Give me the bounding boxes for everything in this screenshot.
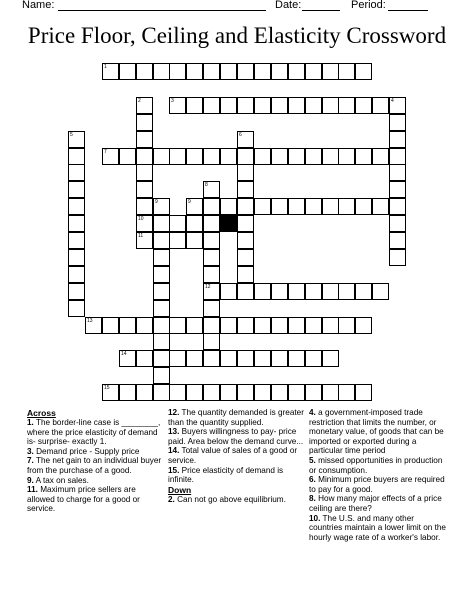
- clue-number: 7: [104, 149, 107, 155]
- grid-cell[interactable]: [102, 384, 119, 401]
- grid-cell[interactable]: [136, 232, 153, 249]
- grid-cell[interactable]: [254, 317, 271, 334]
- grid-cell[interactable]: [355, 148, 372, 165]
- grid-cell[interactable]: [153, 283, 170, 300]
- grid-cell[interactable]: [153, 367, 170, 384]
- grid-cell[interactable]: [203, 232, 220, 249]
- grid-cell[interactable]: [186, 63, 203, 80]
- clue-across-12: 12. The quantity demanded is greater than the quantity supplied.: [168, 408, 304, 427]
- grid-cell[interactable]: [220, 317, 237, 334]
- grid-cell[interactable]: [389, 181, 406, 198]
- grid-cell[interactable]: [186, 198, 203, 215]
- clue-number: 12: [205, 284, 211, 290]
- grid-cell[interactable]: [237, 148, 254, 165]
- grid-cell[interactable]: [372, 97, 389, 114]
- grid-cell[interactable]: [271, 63, 288, 80]
- clue-down-5: 5. missed opportunities in production or consumption.: [309, 455, 443, 475]
- grid-cell[interactable]: [186, 384, 203, 401]
- name-label: Name:: [22, 0, 55, 11]
- grid-cell[interactable]: [136, 384, 153, 401]
- grid-cell[interactable]: [237, 63, 254, 80]
- grid-cell[interactable]: [237, 283, 254, 300]
- grid-cell[interactable]: [237, 266, 254, 283]
- grid-cell[interactable]: [186, 97, 203, 114]
- grid-cell[interactable]: [237, 131, 254, 148]
- grid-cell[interactable]: [322, 63, 339, 80]
- grid-cell[interactable]: [68, 148, 85, 165]
- grid-cell[interactable]: [288, 63, 305, 80]
- grid-cell[interactable]: [186, 215, 203, 232]
- grid-cell[interactable]: [254, 198, 271, 215]
- grid-cell[interactable]: [203, 148, 220, 165]
- grid-cell[interactable]: [389, 131, 406, 148]
- page-title: Price Floor, Ceiling and Elasticity Crossword: [27, 23, 447, 48]
- grid-cell[interactable]: [237, 384, 254, 401]
- grid-cell[interactable]: [237, 198, 254, 215]
- grid-cell[interactable]: [338, 63, 355, 80]
- grid-cell[interactable]: [271, 317, 288, 334]
- grid-cell[interactable]: [288, 317, 305, 334]
- grid-cell[interactable]: [186, 232, 203, 249]
- grid-cell[interactable]: [322, 198, 339, 215]
- grid-cell[interactable]: [169, 384, 186, 401]
- grid-cell[interactable]: [119, 350, 136, 367]
- clues-column-1: [27, 408, 162, 514]
- grid-cell[interactable]: [288, 198, 305, 215]
- clue-down-10: 10. The U.S. and many other countries maintain a lower limit on the hourly wage rate of a worker's labor.: [309, 513, 446, 542]
- clue-down-4: 4. a government-imposed trade restriction that limits the number, or monetary value, of goods that can be imported or exported during a particular time period: [309, 408, 444, 456]
- grid-cell[interactable]: [186, 148, 203, 165]
- clue-number: 2: [138, 98, 141, 104]
- grid-cell[interactable]: [237, 164, 254, 181]
- grid-black-cell: [220, 215, 237, 232]
- clue-number: 8: [205, 182, 208, 188]
- clue-down-2: 2. Can not go above equilibrium.: [168, 494, 286, 504]
- grid-cell[interactable]: [153, 198, 170, 215]
- grid-cell[interactable]: [68, 283, 85, 300]
- clues-column-3: [309, 408, 449, 542]
- grid-cell[interactable]: [389, 215, 406, 232]
- grid-cell[interactable]: [68, 249, 85, 266]
- grid-cell[interactable]: [119, 317, 136, 334]
- clue-number: 15: [104, 385, 110, 391]
- grid-cell[interactable]: [389, 232, 406, 249]
- clue-down-8: 8. How many major effects of a price ceiling are there?: [309, 494, 442, 513]
- grid-cell[interactable]: [271, 283, 288, 300]
- grid-cell[interactable]: [355, 283, 372, 300]
- clue-down-6: 6. Minimum price buyers are required to pay for a good.: [309, 475, 445, 494]
- grid-cell[interactable]: [220, 63, 237, 80]
- grid-cell[interactable]: [153, 317, 170, 334]
- grid-cell[interactable]: [119, 148, 136, 165]
- grid-cell[interactable]: [153, 384, 170, 401]
- grid-cell[interactable]: [237, 350, 254, 367]
- grid-cell[interactable]: [136, 350, 153, 367]
- grid-cell[interactable]: [220, 97, 237, 114]
- grid-cell[interactable]: [203, 181, 220, 198]
- grid-cell[interactable]: [389, 114, 406, 131]
- grid-cell[interactable]: [288, 283, 305, 300]
- across-heading: Across: [27, 408, 56, 418]
- grid-cell[interactable]: [102, 63, 119, 80]
- grid-cell[interactable]: [153, 232, 170, 249]
- grid-cell[interactable]: [254, 384, 271, 401]
- clue-number: 1: [104, 64, 107, 70]
- clue-across-1: 1. The border-line case is ________, where the price elasticity of demand is- surprise- exactly 1.: [27, 418, 161, 447]
- clue-number: 6: [239, 132, 242, 138]
- grid-cell[interactable]: [68, 300, 85, 317]
- grid-cell[interactable]: [254, 283, 271, 300]
- grid-cell[interactable]: [288, 97, 305, 114]
- grid-cell[interactable]: [271, 198, 288, 215]
- clue-number: 10: [138, 216, 144, 222]
- grid-cell[interactable]: [136, 181, 153, 198]
- grid-cell[interactable]: [203, 215, 220, 232]
- grid-cell[interactable]: [372, 198, 389, 215]
- clue-across-7: 7. The net gain to an individual buyer from the purchase of a good.: [27, 456, 162, 475]
- grid-cell[interactable]: [271, 148, 288, 165]
- clue-number: 3: [171, 98, 174, 104]
- clue-across-9: 9. A tax on sales.: [27, 475, 89, 485]
- grid-cell[interactable]: [153, 300, 170, 317]
- grid-cell[interactable]: [220, 198, 237, 215]
- grid-cell[interactable]: [136, 198, 153, 215]
- grid-cell[interactable]: [153, 350, 170, 367]
- grid-cell[interactable]: [186, 350, 203, 367]
- grid-cell[interactable]: [153, 249, 170, 266]
- grid-cell[interactable]: [237, 97, 254, 114]
- clue-number: 9: [155, 199, 158, 205]
- grid-cell[interactable]: [153, 63, 170, 80]
- grid-cell[interactable]: [169, 350, 186, 367]
- clue-number: 11: [138, 233, 144, 239]
- grid-cell[interactable]: [203, 283, 220, 300]
- period-label: Period:: [351, 0, 386, 11]
- grid-cell[interactable]: [68, 131, 85, 148]
- grid-cell[interactable]: [389, 249, 406, 266]
- grid-cell[interactable]: [237, 215, 254, 232]
- clue-number: 4: [391, 98, 394, 104]
- grid-cell[interactable]: [153, 215, 170, 232]
- grid-cell[interactable]: [169, 148, 186, 165]
- grid-cell[interactable]: [203, 266, 220, 283]
- grid-cell[interactable]: [288, 384, 305, 401]
- grid-cell[interactable]: [305, 384, 322, 401]
- clue-number: 5: [70, 132, 73, 138]
- grid-cell[interactable]: [305, 198, 322, 215]
- clue-number: 14: [121, 351, 127, 357]
- grid-cell[interactable]: [237, 317, 254, 334]
- grid-cell[interactable]: [305, 283, 322, 300]
- grid-cell[interactable]: [305, 63, 322, 80]
- grid-cell[interactable]: [254, 97, 271, 114]
- grid-cell[interactable]: [203, 63, 220, 80]
- grid-cell[interactable]: [203, 350, 220, 367]
- grid-cell[interactable]: [355, 97, 372, 114]
- grid-cell[interactable]: [203, 300, 220, 317]
- grid-cell[interactable]: [136, 97, 153, 114]
- grid-cell[interactable]: [169, 97, 186, 114]
- grid-cell[interactable]: [271, 384, 288, 401]
- grid-cell[interactable]: [203, 97, 220, 114]
- grid-cell[interactable]: [322, 350, 339, 367]
- clues-column-2: [168, 408, 306, 504]
- grid-cell[interactable]: [136, 317, 153, 334]
- grid-cell[interactable]: [271, 350, 288, 367]
- grid-cell[interactable]: [169, 63, 186, 80]
- grid-cell[interactable]: [85, 317, 102, 334]
- grid-cell[interactable]: [322, 97, 339, 114]
- grid-cell[interactable]: [136, 131, 153, 148]
- grid-cell[interactable]: [136, 114, 153, 131]
- grid-cell[interactable]: [68, 164, 85, 181]
- grid-cell[interactable]: [68, 232, 85, 249]
- grid-cell[interactable]: [203, 198, 220, 215]
- grid-cell[interactable]: [203, 317, 220, 334]
- grid-cell[interactable]: [68, 215, 85, 232]
- grid-cell[interactable]: [305, 317, 322, 334]
- grid-cell[interactable]: [389, 97, 406, 114]
- clue-across-3: 3. Demand price - Supply price: [27, 446, 140, 456]
- down-heading: Down: [168, 484, 192, 495]
- grid-cell[interactable]: [355, 384, 372, 401]
- grid-cell[interactable]: [338, 317, 355, 334]
- date-label: Date:: [275, 0, 302, 11]
- grid-cell[interactable]: [305, 148, 322, 165]
- grid-cell[interactable]: [136, 164, 153, 181]
- grid-cell[interactable]: [288, 148, 305, 165]
- clue-across-15: 15. Price elasticity of demand is infinite.: [168, 465, 284, 485]
- grid-cell[interactable]: [68, 181, 85, 198]
- grid-cell[interactable]: [322, 384, 339, 401]
- grid-cell[interactable]: [220, 350, 237, 367]
- grid-cell[interactable]: [169, 215, 186, 232]
- grid-cell[interactable]: [153, 148, 170, 165]
- grid-cell[interactable]: [288, 350, 305, 367]
- grid-cell[interactable]: [305, 97, 322, 114]
- grid-cell[interactable]: [237, 249, 254, 266]
- grid-cell[interactable]: [102, 148, 119, 165]
- grid-cell[interactable]: [355, 198, 372, 215]
- grid-cell[interactable]: [338, 97, 355, 114]
- grid-cell[interactable]: [186, 317, 203, 334]
- grid-cell[interactable]: [389, 148, 406, 165]
- grid-cell[interactable]: [169, 232, 186, 249]
- grid-cell[interactable]: [338, 384, 355, 401]
- grid-cell[interactable]: [153, 266, 170, 283]
- grid-cell[interactable]: [322, 283, 339, 300]
- grid-cell[interactable]: [237, 232, 254, 249]
- grid-cell[interactable]: [254, 148, 271, 165]
- clue-number: 9: [188, 199, 191, 205]
- grid-cell[interactable]: [338, 283, 355, 300]
- grid-cell[interactable]: [338, 198, 355, 215]
- grid-cell[interactable]: [305, 350, 322, 367]
- grid-cell[interactable]: [68, 266, 85, 283]
- grid-cell[interactable]: [271, 97, 288, 114]
- grid-cell[interactable]: [68, 198, 85, 215]
- grid-cell[interactable]: [220, 148, 237, 165]
- grid-cell[interactable]: [389, 198, 406, 215]
- grid-cell[interactable]: [237, 181, 254, 198]
- clue-across-11: 11. Maximum price sellers are allowed to charge for a good or service.: [27, 485, 140, 514]
- grid-cell[interactable]: [372, 283, 389, 300]
- grid-cell[interactable]: [203, 333, 220, 350]
- grid-cell[interactable]: [102, 317, 119, 334]
- grid-cell[interactable]: [254, 350, 271, 367]
- grid-cell[interactable]: [355, 317, 372, 334]
- grid-cell[interactable]: [389, 164, 406, 181]
- grid-cell[interactable]: [169, 317, 186, 334]
- grid-cell[interactable]: [254, 63, 271, 80]
- grid-cell[interactable]: [203, 384, 220, 401]
- grid-cell[interactable]: [220, 384, 237, 401]
- grid-cell[interactable]: [372, 148, 389, 165]
- grid-cell[interactable]: [322, 317, 339, 334]
- grid-cell[interactable]: [355, 63, 372, 80]
- grid-cell[interactable]: [119, 63, 136, 80]
- grid-cell[interactable]: [153, 333, 170, 350]
- grid-cell[interactable]: [220, 283, 237, 300]
- clue-across-14: 14. Total value of sales of a good or service.: [168, 446, 298, 465]
- clue-number: 13: [87, 318, 93, 324]
- clue-across-13: 13. Buyers willingness to pay- price paid. Area below the demand curve...: [168, 427, 304, 446]
- grid-cell[interactable]: [338, 148, 355, 165]
- grid-cell[interactable]: [119, 384, 136, 401]
- grid-cell[interactable]: [136, 148, 153, 165]
- grid-cell[interactable]: [322, 148, 339, 165]
- grid-cell[interactable]: [136, 63, 153, 80]
- grid-cell[interactable]: [136, 215, 153, 232]
- grid-cell[interactable]: [203, 249, 220, 266]
